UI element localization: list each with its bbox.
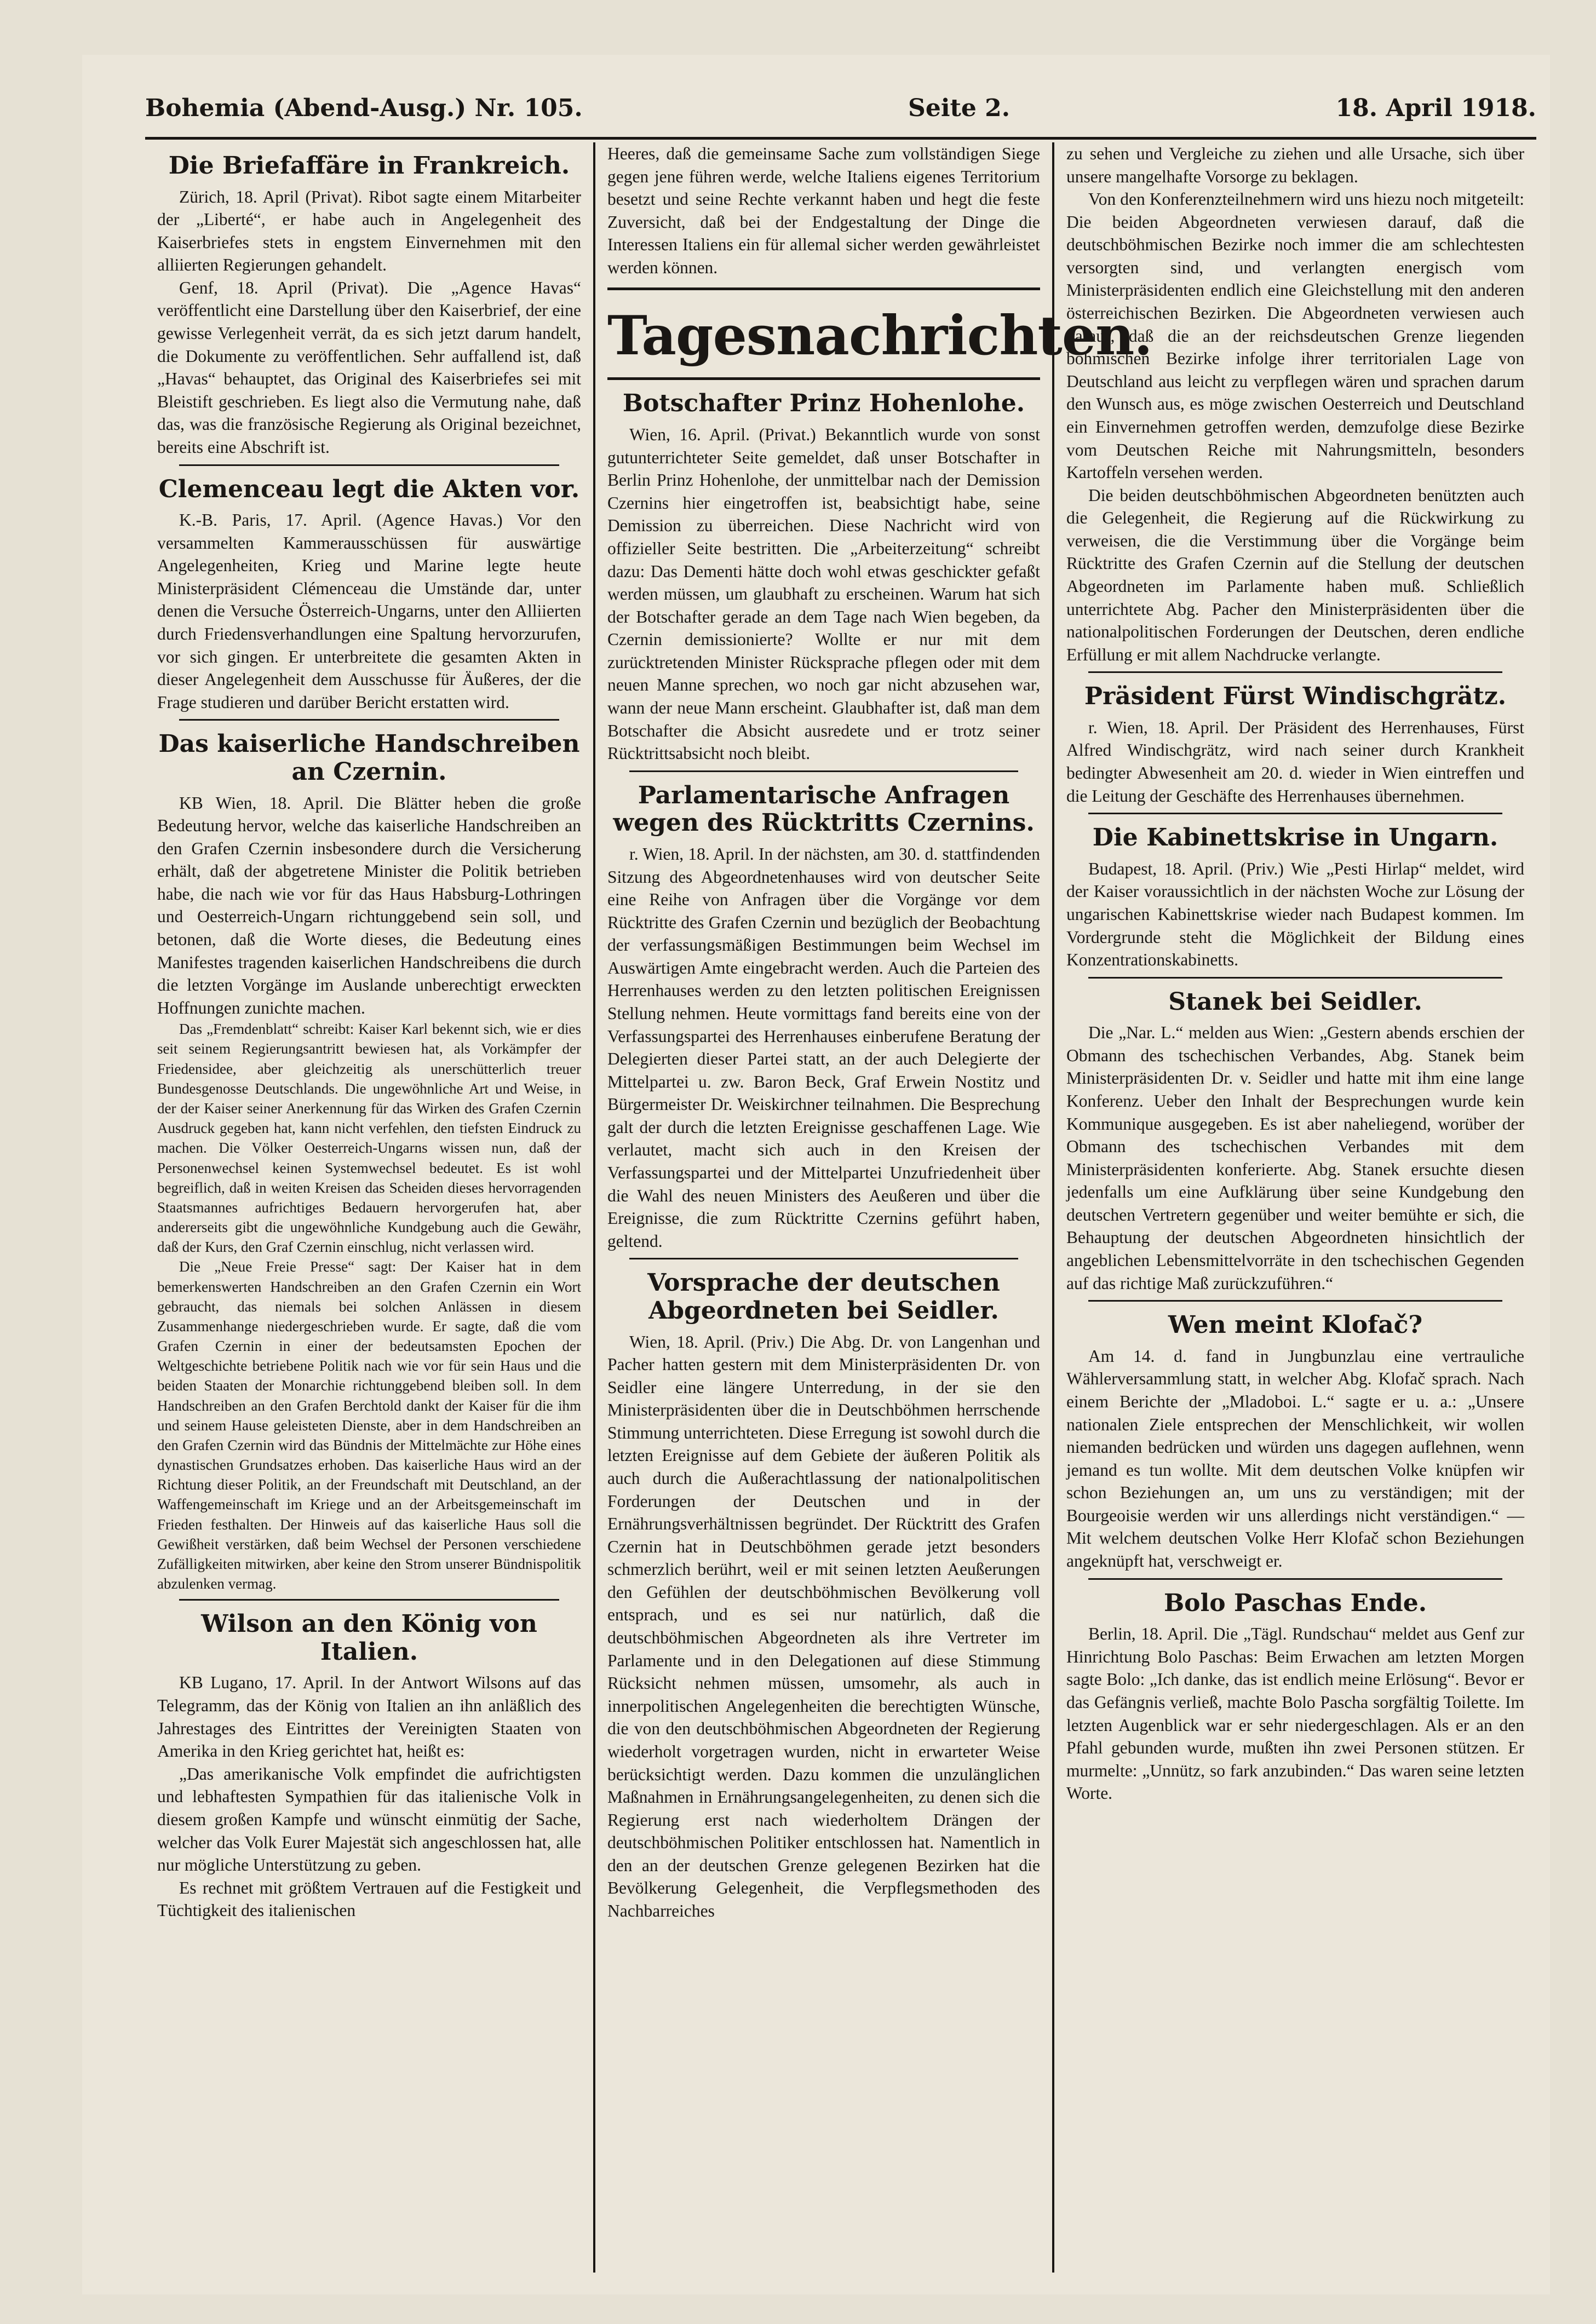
paragraph: Berlin, 18. April. Die „Tägl. Rundschau“ meldet aus Genf zur Hinrichtung Bolo Paschas: Beim Erwachen am letzten Morgen sagte Bolo: „Ich danke, das ist endlich meine Erlösung“. Bevor er das Gefängnis verließ, machte Bolo Pascha sorgfältig Toilette. Im letzten Augenblick war er sehr niedergeschlagen. Als er an den Pfahl gebunden wurde, mußten ihn zwei Personen stützen. Er murmelte: „Unnütz, so fark anzubinden.“ Das waren seine letzten Worte. xyxy=(1066,1624,1524,1803)
article-title: Botschafter Prinz Hohenlohe. xyxy=(622,389,1025,418)
page-number: Seite 2. xyxy=(908,94,1011,122)
section-title: Tagesnachrichten. xyxy=(607,304,1152,368)
article-title: Vorsprache der deutschen Abgeordneten bei Seidler. xyxy=(647,1269,1000,1325)
divider xyxy=(179,719,559,721)
divider xyxy=(607,377,1040,380)
paragraph: zu sehen und Vergleiche zu ziehen und alle Ursache, sich über unsere mangelhafte Vorsorge zu beklagen. xyxy=(1066,144,1524,186)
article-title: Die Kabinettskrise in Ungarn. xyxy=(1092,824,1499,852)
paper-name: Bohemia (Abend-Ausg.) Nr. 105. xyxy=(145,94,583,122)
paragraph: Budapest, 18. April. (Priv.) Wie „Pesti Hirlap“ meldet, wird der Kaiser voraussichtlich in der nächsten Woche zur Lösung der ungarischen Kabinettskrise wieder nach Budapest kommen. Im Vordergrunde steht die Möglichkeit der Bildung eines Konzentrationskabinetts. xyxy=(1066,859,1524,970)
column-1 xyxy=(145,142,593,2273)
column-2 xyxy=(593,142,1152,2273)
article-title: Parlamentarische Anfragen wegen des Rücktritts Czernins. xyxy=(613,781,1035,837)
paragraph: Zürich, 18. April (Privat). Ribot sagte einem Mitarbeiter der „Liberté“, er habe auch in Angelegenheit des Kaiserbriefes stets in engstem Einvernehmen mit den alliierten Regierungen gehandelt. xyxy=(157,187,581,275)
paragraph: Die „Nar. L.“ melden aus Wien: „Gestern abends erschien der Obmann des tschechischen Verbandes, Abg. Stanek beim Ministerpräsidenten Dr. v. Seidler und hatte mit ihm eine lange Konferenz. Ueber den Inhalt der Besprechungen wurde kein Kommunique ausgegeben. Es ist aber naheliegend, worüber der Obmann des tschechischen Verbandes mit dem Ministerpräsidenten konferierte. Abg. Stanek ersuchte diesen jedenfalls um eine Aufklärung über seine Kundgebung den deutschen Vertretern gegenüber und weiter bemühte er sich, die Behauptung der deutschen Abgeordneten hinsichtlich der angeblichen Lebensmittelvorräte in den tschechischen Gegenden auf das richtige Maß zurückzuführen.“ xyxy=(1066,1023,1524,1293)
divider xyxy=(1088,813,1502,814)
paragraph: r. Wien, 18. April. In der nächsten, am 30. d. stattfindenden Sitzung des Abgeordnetenhauses wird von deutscher Seite eine Reihe von Anfragen über die Vorgänge vor dem Rücktritte des Grafen Czernin und bezüglich der Beobachtung der verfassungsmäßigen Bestimmungen beim Wechsel im Auswärtigen Amte eingebracht werden. Auch die Parteien des Herrenhauses werden zu den letzten politischen Ereignissen Stellung nehmen. Heute vormittags fand bereits eine von der Verfassungspartei des Herrenhauses einberufene Beratung der Delegierten dieser Partei statt, an der auch Delegierte der Mittelpartei u. zw. Baron Beck, Graf Erwein Nostitz und Bürgermeister Dr. Weiskirchner teilnahmen. Die Besprechung galt der durch die letzten Ereignisse geschaffenen Lage. Wie verlautet, macht sich auch in den Kreisen der Verfassungspartei und der Mittelpartei Unzufriedenheit über die Wahl des neuen Ministers des Aeußeren und über die Ereignisse, die zum Rücktritte Czernins geführt haben, geltend. xyxy=(607,844,1040,1251)
divider xyxy=(1088,1578,1502,1580)
article-title: Wen meint Klofač? xyxy=(1168,1311,1423,1339)
paragraph: Das „Fremdenblatt“ schreibt: Kaiser Karl bekennt sich, wie er dies seit seinem Regierungsantritt bewiesen hat, als Vorkämpfer der Friedensidee, aber gleichzeitig als unerschütterlich treuer Bundesgenosse Deutschlands. Die ungewöhnliche Art und Weise, in der der Kaiser seiner Anerkennung für das Wirken des Grafen Czernin Ausdruck gegeben hat, kann nicht verfehlen, den tiefsten Eindruck zu machen. Die Völker Oesterreich-Ungarns wissen nun, daß der Personenwechsel keinen Systemwechsel bedeutet. Es ist wohl begreiflich, daß in weiten Kreisen das Scheiden dieses hervorragenden Staatsmannes aufrichtiges Bedauern hervorgerufen hat, aber andererseits gibt die ungewöhnliche Kundgebung auch die Gewähr, daß der Kurs, den Graf Czernin einschlug, nicht verlassen wird. xyxy=(157,1021,581,1256)
divider xyxy=(1088,1300,1502,1302)
page-header xyxy=(145,79,1536,140)
issue-date: 18. April 1918. xyxy=(1335,94,1536,122)
divider xyxy=(629,1258,1018,1259)
column-3 xyxy=(1052,142,1536,2273)
article-title: Stanek bei Seidler. xyxy=(1168,987,1422,1016)
paragraph: „Das amerikanische Volk empfindet die aufrichtigsten und lebhaftesten Sympathien für das italienische Volk in diesem großen Kampfe und wünscht einmütig der Sache, welcher das Volk Eurer Majestät sich angeschlossen hat, alle nur mögliche Unterstützung zu geben. xyxy=(157,1764,581,1875)
article-title: Die Briefaffäre in Frankreich. xyxy=(168,152,570,180)
article-title: Wilson an den König von Italien. xyxy=(201,1610,537,1666)
paragraph: Es rechnet mit größtem Vertrauen auf die Festigkeit und Tüchtigkeit des italienischen xyxy=(157,1878,581,1920)
divider xyxy=(1088,671,1502,673)
article-title: Präsident Fürst Windischgrätz. xyxy=(1084,682,1507,711)
article-title: Das kaiserliche Handschreiben an Czernin. xyxy=(158,730,580,786)
paragraph: Von den Konferenzteilnehmern wird uns hiezu noch mitgeteilt: Die beiden Abgeordneten verwiesen darauf, daß die deutschböhmischen Bezirke noch immer die am schlechtesten versorgten sind, und verlangten energisch vom Ministerpräsidenten endlich eine Gleichstellung mit den anderen österreichischen Bezirken. Die Abgeordneten verwiesen auch darauf, daß die an der reichsdeutschen Grenze liegenden böhmischen Bezirke infolge ihrer territorialen Lage von Deutschland aus leicht zu verpflegen wären und sprachen darum den Wunsch aus, es möge zwischen Oesterreich und Deutschland ein Einvernehmen getroffen werden, demzufolge diese Bezirke vom Deutschen Reiche mit Nahrungsmitteln, besonders Kartoffeln versehen werden. xyxy=(1066,189,1524,482)
paragraph: Genf, 18. April (Privat). Die „Agence Havas“ veröffentlicht eine Darstellung über den Kaiserbrief, der eine gewisse Verlegenheit verrät, da es sich jetzt darum handelt, die Dokumente zu veröffentlichen. Sehr auffallend ist, daß „Havas“ behauptet, das Original des Kaiserbriefes sei mit Bleistift geschrieben. Es liegt also die Vermutung nahe, daß das, was die französische Regierung als Original bezeichnet, bereits eine Abschrift ist. xyxy=(157,278,581,457)
divider xyxy=(179,1599,559,1601)
paragraph: Am 14. d. fand in Jungbunzlau eine vertrauliche Wählerversammlung statt, in welcher Abg. Klofač sprach. Nach einem Berichte der „Mladoboi. L.“ sagte er u. a.: „Unsere nationalen Ziele entsprechen der Menschlichkeit, wir wollen niemanden bedrücken und würden uns dagegen auflehnen, wenn jemand es tun wollte. Mit dem deutschen Volke knüpfen wir schon Beziehungen an, um uns zu verständigen; mit der Bourgeoisie werden wir uns allerdings nicht verständigen.“ — Mit welchem deutschen Volke Herr Klofač schon Beziehungen angeknüpft hat, verschweigt er. xyxy=(1066,1346,1524,1571)
divider xyxy=(607,287,1040,290)
article-title: Bolo Paschas Ende. xyxy=(1163,1589,1427,1617)
paragraph: Die beiden deutschböhmischen Abgeordneten benützten auch die Gelegenheit, die Regierung auf die Rückwirkung zu verweisen, die die Verstimmung über die Vorgänge beim Rücktritte des Grafen Czernin auf die Stellung der deutschen Abgeordneten im Parlamente haben muß. Schließlich unterrichtete Abg. Pacher den Ministerpräsidenten über die nationalpolitischen Forderungen der Deutschen, deren endliche Erfüllung er mit allem Nachdrucke verlangte. xyxy=(1066,485,1524,664)
paragraph: Die „Neue Freie Presse“ sagt: Der Kaiser hat in dem bemerkenswerten Handschreiben an den Grafen Czernin ein Wort gebraucht, das niemals bei solchen Anlässen in diesem Zusammenhange niedergeschrieben wurde. Er sagte, daß die vom Grafen Czernin in einer der bedeutsamsten Epochen der Weltgeschichte betriebene Politik nach wie vor für sein Haus und die beiden Staaten der Monarchie richtunggebend bleiben soll. In dem Handschreiben an den Grafen Berchtold dankt der Kaiser für die ihm und seinem Hause geleisteten Dienste, aber in dem Handschreiben an den Grafen Czernin wird das Bündnis der Mittelmächte zur Höhe eines dynastischen Grundsatzes erhoben. Das kaiserliche Haus wird an der Richtung dieser Politik, an der Freundschaft mit Deutschland, an der Waffengemeinschaft im Kriege und an der Arbeitsgemeinschaft im Frieden festhalten. Der Hinweis auf das kaiserliche Haus soll die Gewißheit verstärken, daß beim Wechsel der Personen verschiedene Zufälligkeiten mitwirken, aber keine den Strom unserer Bündnispolitik abzulenken vermag. xyxy=(157,1258,581,1592)
paragraph: K.-B. Paris, 17. April. (Agence Havas.) Vor den versammelten Kammerausschüssen für auswärtige Angelegenheiten, Krieg und Marine legte heute Ministerpräsident Clémenceau die Umstände dar, unter denen die Versuche Österreich-Ungarns, unter den Alliierten durch Friedensverhandlungen eine Spaltung hervorzurufen, vor sich gingen. Er unterbreitete die gesamten Akten in dieser Angelegenheit dem Ausschusse für Äußeres, der die Frage studieren und darüber Bericht erstatten wird. xyxy=(157,510,581,712)
newspaper-page xyxy=(82,55,1550,2294)
divider xyxy=(629,770,1018,772)
paragraph: Heeres, daß die gemeinsame Sache zum vollständigen Siege gegen jene führen werde, welche Italiens eigenes Territorium besetzt und seine Rechte verkannt haben und hegt die feste Zuversicht, daß bei der Endgestaltung der Dinge die Interessen Italiens ein für allemal sicher werden gewährleistet werden können. xyxy=(607,144,1040,277)
divider xyxy=(1088,977,1502,979)
article-title: Clemenceau legt die Akten vor. xyxy=(158,475,580,503)
paragraph: KB Wien, 18. April. Die Blätter heben die große Bedeutung hervor, welche das kaiserliche Handschreiben an den Grafen Czernin insbesondere durch die Versicherung erhält, daß der abgetretene Minister die Politik betrieben habe, die nach wie vor für das Haus Habsburg-Lothringen und Oesterreich-Ungarn richtunggebend sein soll, und betonen, daß die Worte dieses, die Bedeutung eines Manifestes tragenden kaiserlichen Handschreibens die durch die letzten Vorgänge im Auslande unberechtigt erweckten Hoffnungen zunichte machen. xyxy=(157,793,581,1017)
columns xyxy=(145,142,1536,2273)
paragraph: Wien, 18. April. (Priv.) Die Abg. Dr. von Langenhan und Pacher hatten gestern mit dem Ministerpräsidenten Dr. von Seidler eine längere Unterredung, in der sie den Ministerpräsidenten über die in Deutschböhmen herrschende Stimmung unterrichteten. Diese Erregung ist sowohl durch die letzten Ereignisse auf dem Gebiete der äußeren Politik als auch durch die Außerachtlassung der nationalpolitischen Forderungen der Deutschen und in der Ernährungsverhältnissen begründet. Der Rücktritt des Grafen Czernin hat in Deutschböhmen gerade jetzt besonders schmerzlich berührt, weil er mit seinen letzten Aeußerungen den Gefühlen der deutschböhmischen Bevölkerung voll entsprach, und es sei nur natürlich, daß die deutschböhmischen Abgeordneten als ihre Vertreter im Parlamente und in den Delegationen auf diese Stimmung Rücksicht nehmen müssen, umsomehr, als auch in innerpolitischen Angelegenheiten die berechtigten Wünsche, die von den deutschböhmischen Abgeordneten der Regierung wiederholt vorgetragen wurden, nicht in erwarteter Weise berücksichtigt werden. Dazu kommen die unzulänglichen Maßnahmen in Ernährungsangelegenheiten, zu denen sich die Regierung erst nach wiederholtem Drängen der deutschböhmischen Politiker entschlossen hat. Namentlich in den an der deutschen Grenze gelegenen Bezirken hat die Bevölkerung Gelegenheit, die Verpflegsmethoden des Nachbarreiches xyxy=(607,1332,1040,1920)
paragraph: KB Lugano, 17. April. In der Antwort Wilsons auf das Telegramm, das der König von Italien an ihn anläßlich des Jahrestages des Eintrittes der Vereinigten Staaten von Amerika in den Krieg gerichtet hat, heißt es: xyxy=(157,1673,581,1761)
divider xyxy=(179,464,559,466)
paragraph: r. Wien, 18. April. Der Präsident des Herrenhauses, Fürst Alfred Windischgrätz, wird nach seiner durch Krankheit bedingter Abwesenheit am 20. d. wieder in Wien eintreffen und die Leitung der Geschäfte des Herrenhauses übernehmen. xyxy=(1066,717,1524,806)
paragraph: Wien, 16. April. (Privat.) Bekanntlich wurde von sonst gutunterrichteter Seite gemeldet, daß unser Botschafter in Berlin Prinz Hohenlohe, der unmittelbar nach der Demission Czernins hier eingetroffen ist, beabsichtigt habe, seine Demission zu überreichen. Diese Nachricht wird von offizieller Seite bestritten. Die „Arbeiterzeitung“ schreibt dazu: Das Dementi hätte doch wohl etwas geschickter gefaßt werden müssen, um glaubhaft zu erscheinen. Warum hat sich der Botschafter gerade an dem Tage nach Wien begeben, da Czernin demissionierte? Wollte er nur mit dem zurücktretenden Minister Rücksprache pflegen oder mit dem neuen Manne sprechen, wo noch gar nicht abzusehen war, wann der neue Mann erscheint. Glaubhafter ist, daß man dem Botschafter die Absicht ausredete und er trotz seiner Rücktrittsabsicht noch bleibt. xyxy=(607,425,1040,763)
